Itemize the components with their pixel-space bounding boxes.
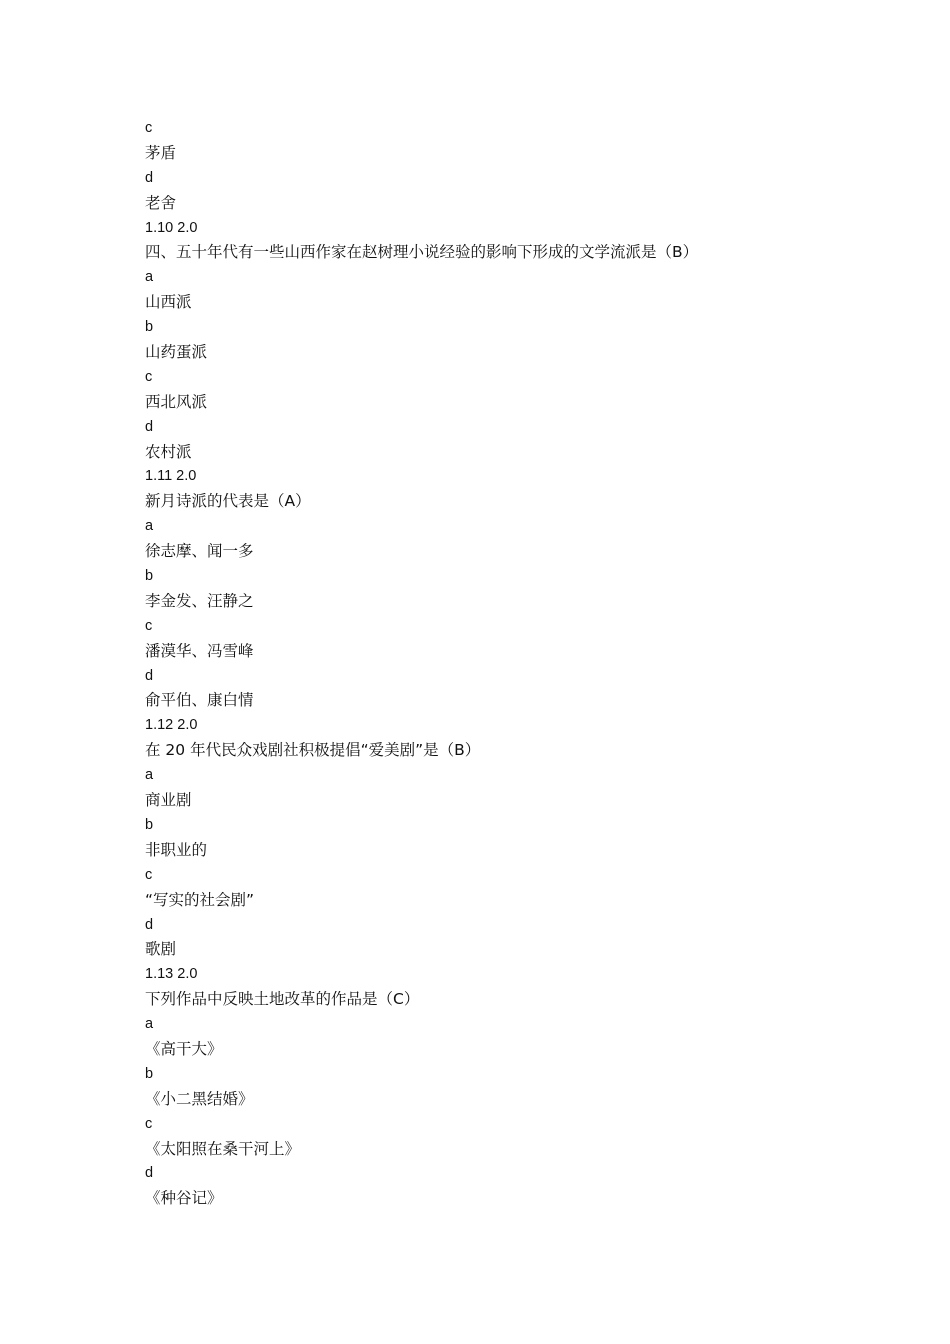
- option-text: 老舍: [145, 193, 177, 212]
- option-text: 《高干大》: [145, 1039, 223, 1058]
- option-letter: a: [145, 269, 154, 286]
- option-letter: b: [145, 1065, 154, 1082]
- option-letter: d: [145, 1165, 154, 1182]
- document-page: [145, 116, 865, 1211]
- option-text: 西北风派: [145, 392, 208, 411]
- option-text: 农村派: [145, 442, 192, 461]
- option-letter: d: [145, 418, 154, 435]
- option-text: 商业剧: [145, 791, 192, 810]
- option-letter: c: [145, 866, 153, 883]
- option-text: 茅盾: [145, 143, 177, 162]
- option-text: 歌剧: [145, 940, 177, 959]
- option-text: 俞平伯、康白情: [145, 691, 254, 710]
- option-letter: d: [145, 169, 154, 186]
- option-text: 潘漠华、冯雪峰: [145, 641, 254, 660]
- option-letter: d: [145, 667, 154, 684]
- question-text: 四、五十年代有一些山西作家在赵树理小说经验的影响下形成的文学流派是（B）: [145, 243, 699, 262]
- option-text: 徐志摩、闻一多: [145, 542, 254, 561]
- option-letter: c: [145, 1115, 153, 1132]
- option-text: “写实的社会剧”: [145, 890, 255, 909]
- question-text: 在 20 年代民众戏剧社积极提倡“爱美剧”是（B）: [145, 741, 481, 760]
- option-letter: a: [145, 1016, 154, 1033]
- option-letter: b: [145, 816, 154, 833]
- option-text: 非职业的: [145, 840, 208, 859]
- option-letter: b: [145, 319, 154, 336]
- question-number: 1.11 2.0: [145, 468, 197, 485]
- option-letter: c: [145, 617, 153, 634]
- option-text: 《种谷记》: [145, 1189, 223, 1208]
- option-text: 《小二黑结婚》: [145, 1089, 254, 1108]
- option-letter: a: [145, 767, 154, 784]
- option-text: 李金发、汪静之: [145, 591, 254, 610]
- option-text: 山药蛋派: [145, 343, 208, 362]
- option-letter: b: [145, 568, 154, 585]
- option-letter: d: [145, 916, 154, 933]
- question-number: 1.13 2.0: [145, 966, 198, 983]
- question-number: 1.12 2.0: [145, 717, 198, 734]
- option-text: 山西派: [145, 293, 192, 312]
- question-text: 新月诗派的代表是（A）: [145, 492, 311, 511]
- question-text: 下列作品中反映土地改革的作品是（C）: [145, 990, 420, 1009]
- option-letter: c: [145, 120, 153, 136]
- question-number: 1.10 2.0: [145, 219, 198, 236]
- option-letter: a: [145, 518, 154, 535]
- option-letter: c: [145, 368, 153, 385]
- option-text: 《太阳照在桑干河上》: [145, 1139, 301, 1158]
